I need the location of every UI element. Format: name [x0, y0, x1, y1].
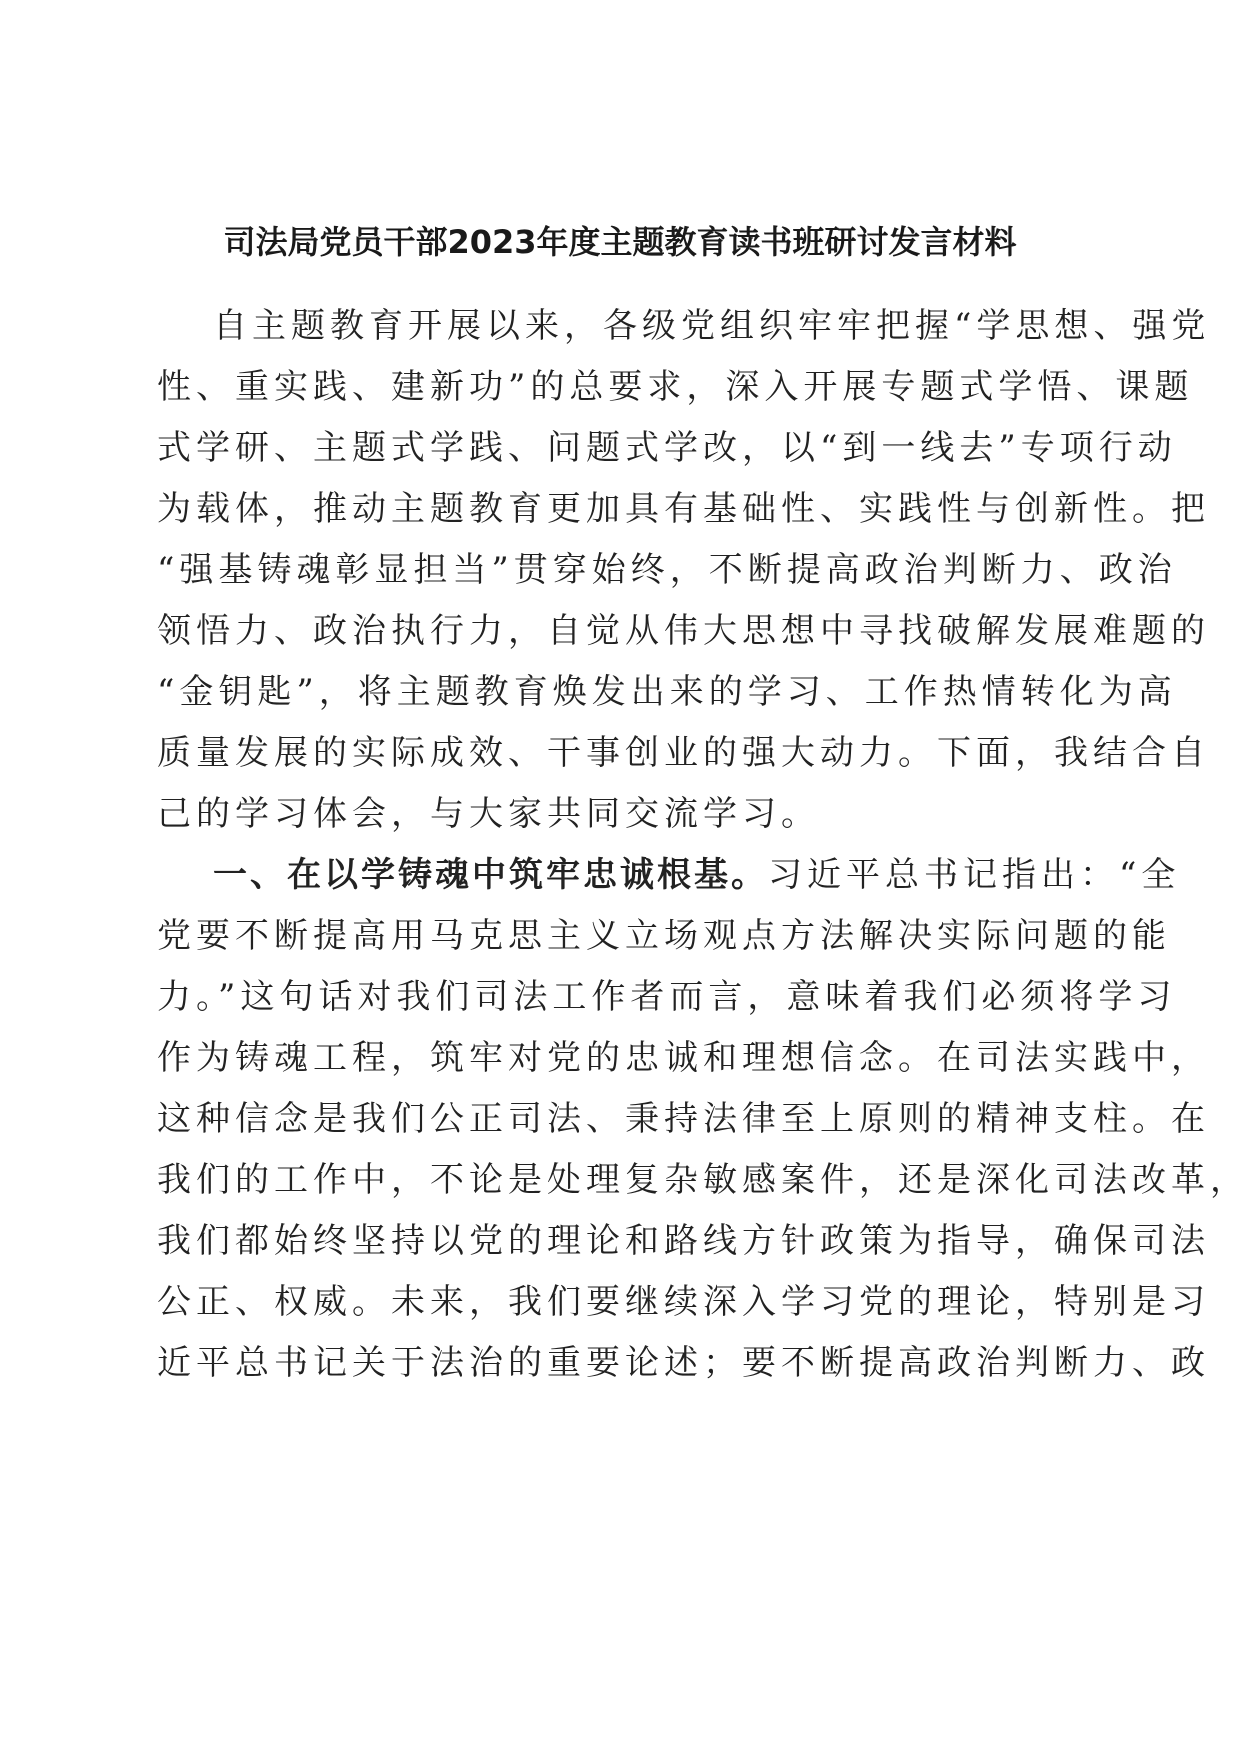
section-first-line-text: 习近平总书记指出：“全 — [768, 855, 1181, 895]
paragraph-line: 式学研、主题式学践、问题式学改，以“到一线去”专项行动 — [157, 428, 1177, 468]
section-heading: 一、在以学铸魂中筑牢忠诚根基。 — [213, 855, 768, 895]
paragraph-line: 这种信念是我们公正司法、秉持法律至上原则的精神支柱。在 — [157, 1099, 1210, 1139]
document-body — [157, 296, 1249, 1394]
paragraph-line: 党要不断提高用马克思主义立场观点方法解决实际问题的能 — [157, 916, 1171, 956]
paragraph-line: 近平总书记关于法治的重要论述；要不断提高政治判断力、政 — [157, 1343, 1210, 1383]
paragraph-line: 我们的工作中，不论是处理复杂敏感案件，还是深化司法改革， — [157, 1160, 1249, 1200]
paragraph-line: 我们都始终坚持以党的理论和路线方针政策为指导，确保司法 — [157, 1221, 1210, 1261]
document-title: 司法局党员干部2023年度主题教育读书班研讨发言材料 — [223, 223, 1017, 261]
paragraph-line: “金钥匙”，将主题教育焕发出来的学习、工作热情转化为高 — [157, 672, 1177, 712]
paragraph-line: 作为铸魂工程，筑牢对党的忠诚和理想信念。在司法实践中， — [157, 1038, 1210, 1078]
paragraph-line: 力。”这句话对我们司法工作者而言，意味着我们必须将学习 — [157, 977, 1177, 1017]
paragraph-line: 为载体，推动主题教育更加具有基础性、实践性与创新性。把 — [157, 489, 1210, 529]
paragraph-line: 自主题教育开展以来，各级党组织牢牢把握“学思想、强党 — [213, 306, 1211, 346]
paragraph-line: 公正、权威。未来，我们要继续深入学习党的理论，特别是习 — [157, 1282, 1210, 1322]
paragraph-line: 质量发展的实际成效、干事创业的强大动力。下面，我结合自 — [157, 733, 1210, 773]
section-first-line — [157, 845, 1181, 906]
paragraph-line: 性、重实践、建新功”的总要求，深入开展专题式学悟、课题 — [157, 367, 1194, 407]
paragraph-line: “强基铸魂彰显担当”贯穿始终，不断提高政治判断力、政治 — [157, 550, 1177, 590]
paragraph-line: 领悟力、政治执行力，自觉从伟大思想中寻找破解发展难题的 — [157, 611, 1210, 651]
paragraph-line: 己的学习体会，与大家共同交流学习。 — [157, 794, 820, 834]
